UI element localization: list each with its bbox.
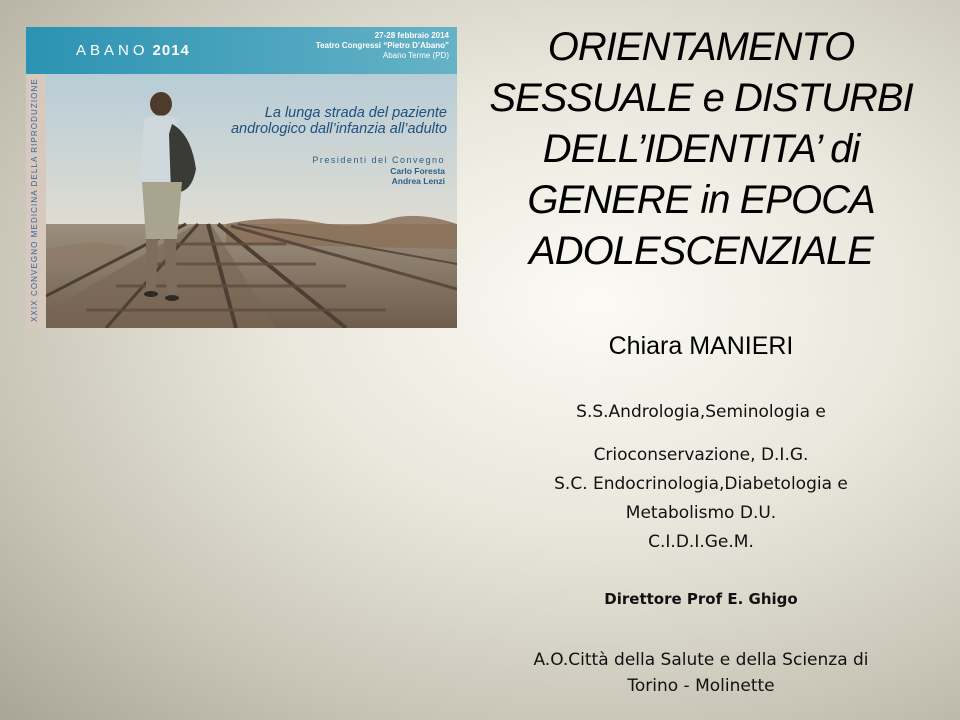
presidents-title: Presidenti del Convegno (312, 155, 445, 165)
event-venue: Teatro Congressi “Pietro D’Abano” (315, 41, 449, 50)
hospital-line: A.O.Città della Salute e della Scienza di (533, 650, 869, 670)
president-name: Andrea Lenzi (391, 176, 445, 186)
president-name: Carlo Foresta (390, 166, 445, 176)
hospital-block (462, 647, 940, 699)
poster-subtitle (231, 105, 447, 137)
affiliation-line: Crioconservazione, D.I.G. (593, 445, 809, 465)
title-line: GENERE in EPOCA (527, 178, 875, 222)
event-dates: 27-28 febbraio 2014 (374, 31, 449, 40)
affiliation-line: C.I.D.I.Ge.M. (648, 532, 754, 552)
title-line: DELL’IDENTITA’ di (542, 127, 860, 171)
affiliation-first-line: S.S.Andrologia,Seminologia e (576, 402, 826, 422)
director-line: Direttore Prof E. Ghigo (604, 590, 798, 608)
title-line: ADOLESCENZIALE (529, 229, 873, 273)
poster-brand: ABANO 2014 (76, 42, 190, 59)
event-city: Abano Terme (PD) (382, 51, 449, 60)
poster-subtitle-line: La lunga strada del paziente (264, 105, 447, 121)
conference-poster (26, 27, 457, 328)
poster-presidents (312, 155, 445, 186)
event-info (316, 31, 449, 61)
affiliation-block (462, 441, 940, 557)
poster-subtitle-line: andrologico dall’infanzia all’adulto (230, 121, 447, 137)
hospital-line: Torino - Molinette (627, 676, 775, 696)
slide-title (462, 22, 940, 277)
title-line: ORIENTAMENTO (547, 25, 855, 69)
poster-header-band (26, 27, 457, 74)
author-name: Chiara MANIERI (608, 332, 794, 360)
affiliation-line: S.C. Endocrinologia,Diabetologia e (554, 474, 848, 494)
title-line: SESSUALE e DISTURBI (489, 76, 913, 120)
poster-side-text: XXIX CONVEGNO MEDICINA DELLA RIPRODUZIONE (30, 78, 39, 322)
affiliation-line: Metabolismo D.U. (625, 503, 777, 523)
